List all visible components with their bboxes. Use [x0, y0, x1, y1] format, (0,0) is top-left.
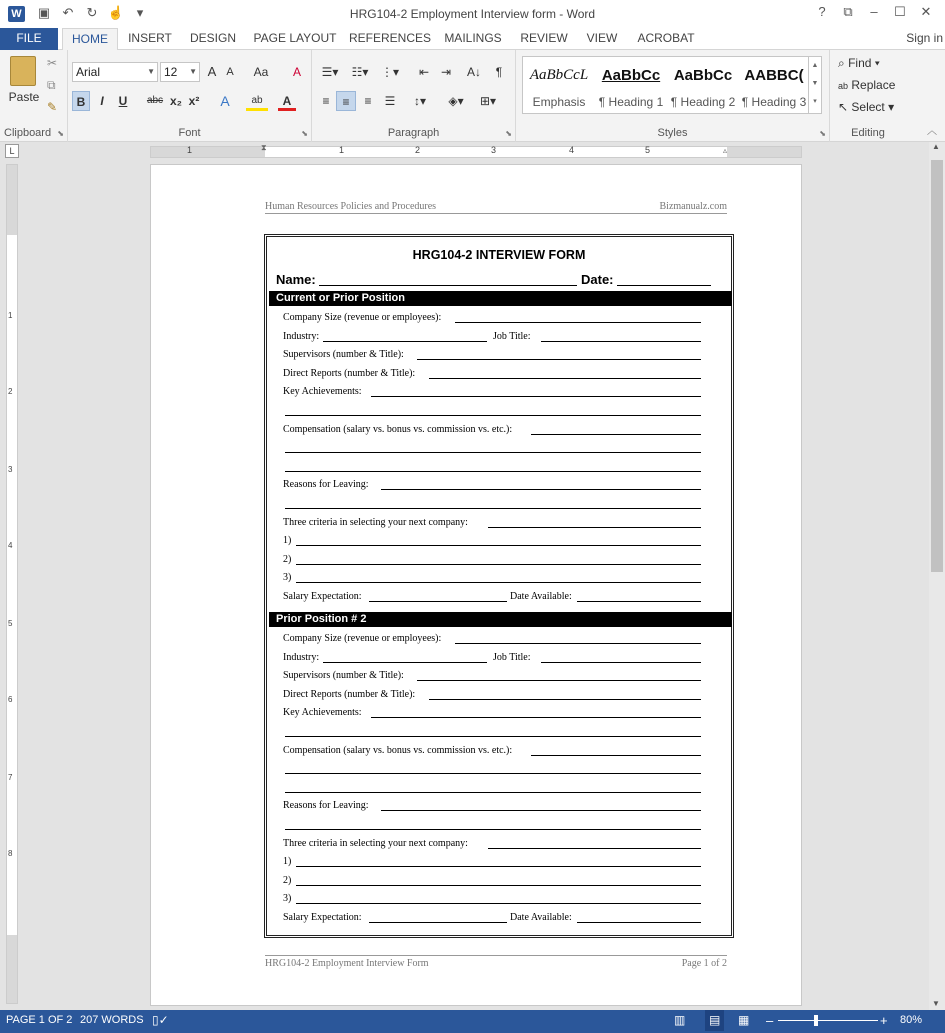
customize-qat-icon[interactable]: ▾	[136, 5, 144, 20]
ruler-mark: 8	[8, 849, 13, 858]
copy-icon[interactable]: ⧉	[47, 78, 56, 92]
ruler-mark: 1	[187, 145, 193, 155]
styles-scroll[interactable]: ▲ ▼ ▾	[808, 57, 821, 113]
vertical-ruler[interactable]	[6, 164, 18, 1004]
tab-selector[interactable]: L	[5, 144, 19, 158]
compensation-cont-2-line[interactable]	[285, 471, 701, 472]
font-launcher-icon[interactable]: ⬊	[301, 129, 308, 138]
direct-reports-line[interactable]	[429, 699, 701, 700]
vertical-scrollbar[interactable]	[929, 142, 945, 1010]
style-heading-3[interactable]	[739, 57, 809, 115]
font-name-select[interactable]	[72, 62, 158, 82]
criterion-3-line[interactable]	[296, 582, 701, 583]
styles-group-label: Styles	[657, 127, 688, 139]
industry-row	[283, 330, 703, 343]
read-mode-icon[interactable]: ▥	[674, 1013, 686, 1027]
criteria-row	[283, 837, 703, 850]
compensation-line[interactable]	[531, 434, 701, 435]
reasons-leaving-label: Reasons for Leaving:	[283, 478, 372, 491]
print-layout-icon[interactable]: ▤	[705, 1010, 724, 1031]
highlight-button[interactable]: ab	[246, 91, 268, 111]
header-right-text: Bizmanualz.com	[659, 201, 727, 212]
section-header: Current or Prior Position	[269, 291, 732, 306]
ruler-mark: 5	[645, 145, 651, 155]
criterion-2-row	[283, 553, 703, 566]
style-preview: AABBC(	[744, 67, 804, 84]
key-achievements-cont-line[interactable]	[285, 415, 701, 416]
help-icon[interactable]: ?	[818, 4, 826, 19]
date-field[interactable]	[617, 274, 711, 286]
paste-icon[interactable]	[10, 56, 36, 86]
criterion-1-label: 1)	[283, 534, 294, 547]
job-title-label: Job Title:	[493, 651, 534, 664]
supervisors-line[interactable]	[417, 359, 701, 360]
page-count-indicator[interactable]: PAGE 1 OF 2	[6, 1014, 73, 1026]
style-preview: AaBbCcL	[529, 67, 589, 83]
company-size-label: Company Size (revenue or employees):	[283, 632, 444, 645]
date-available-label: Date Available:	[510, 912, 572, 923]
direct-reports-label: Direct Reports (number & Title):	[283, 367, 418, 380]
chevron-down-icon: ▼	[189, 67, 197, 76]
reasons-leaving-row	[283, 799, 703, 812]
section-header: Prior Position # 2	[269, 612, 732, 627]
scroll-up-icon[interactable]: ▲	[932, 142, 940, 151]
minimize-button[interactable]: –	[870, 4, 878, 19]
company-size-line[interactable]	[455, 643, 701, 644]
key-achievements-label: Key Achievements:	[283, 706, 365, 719]
compensation-label: Compensation (salary vs. bonus vs. commission vs. etc.):	[283, 744, 515, 757]
paragraph-group-label: Paragraph	[387, 127, 440, 139]
industry-line[interactable]	[323, 662, 487, 663]
job-title-line[interactable]	[541, 662, 701, 663]
company-size-row	[283, 632, 703, 645]
tab-references[interactable]: REFERENCES	[348, 31, 431, 45]
borders-icon[interactable]: ⊞▾	[479, 94, 497, 108]
criteria-label: Three criteria in selecting your next company:	[283, 837, 471, 850]
tab-file[interactable]: FILE	[0, 28, 58, 50]
scroll-down-icon[interactable]: ▼	[932, 999, 940, 1008]
cut-icon[interactable]: ✂	[47, 56, 58, 70]
name-label: Name:	[276, 272, 316, 287]
compensation-line[interactable]	[531, 755, 701, 756]
title-bar	[0, 0, 945, 28]
criterion-2-line[interactable]	[296, 564, 701, 565]
undo-icon[interactable]: ↶	[62, 5, 74, 20]
direct-reports-row	[283, 367, 703, 380]
reasons-leaving-line[interactable]	[381, 810, 701, 811]
criterion-1-line[interactable]	[296, 866, 701, 867]
find-label: Find	[848, 56, 872, 70]
style-name: ¶ Heading 1	[598, 95, 664, 109]
interview-form-table[interactable]	[264, 234, 734, 938]
company-size-row	[283, 311, 703, 324]
compensation-cont-2-line[interactable]	[285, 792, 701, 793]
change-case-button[interactable]: Aa	[253, 65, 269, 79]
sign-in-link[interactable]: Sign in	[906, 31, 943, 45]
compensation-row	[283, 744, 703, 757]
salary-expectation-label: Salary Expectation:	[283, 590, 365, 603]
criterion-2-row	[283, 874, 703, 887]
key-achievements-row	[283, 385, 703, 398]
salary-expectation-line[interactable]	[369, 601, 507, 602]
font-size-select[interactable]	[160, 62, 200, 82]
job-title-line[interactable]	[541, 341, 701, 342]
industry-row	[283, 651, 703, 664]
replace-label: Replace	[851, 78, 896, 92]
justify-icon[interactable]: ☰	[384, 94, 396, 108]
style-preview: AaBbCc	[673, 67, 733, 84]
replace-icon: ab	[838, 81, 849, 91]
format-painter-icon[interactable]: ✎	[47, 100, 58, 114]
industry-label: Industry:	[283, 651, 322, 664]
key-achievements-cont-row	[283, 404, 703, 417]
key-achievements-cont-line[interactable]	[285, 736, 701, 737]
compensation-label: Compensation (salary vs. bonus vs. commission vs. etc.):	[283, 423, 515, 436]
grow-font-button[interactable]: A	[207, 64, 217, 79]
ruler-mark: 7	[8, 773, 13, 782]
criterion-2-label: 2)	[283, 553, 294, 566]
key-achievements-label: Key Achievements:	[283, 385, 365, 398]
tab-review[interactable]: REVIEW	[520, 31, 568, 45]
salary-expectation-label: Salary Expectation:	[283, 911, 365, 924]
align-right-icon[interactable]: ≡	[364, 94, 372, 108]
tab-acrobat[interactable]: ACROBAT	[637, 31, 695, 45]
reasons-cont-row	[283, 818, 703, 831]
criteria-line[interactable]	[488, 848, 701, 849]
criterion-3-label: 3)	[283, 571, 294, 584]
clipboard-launcher-icon[interactable]: ⬊	[57, 129, 64, 138]
ruler-mark: 3	[491, 145, 497, 155]
scroll-thumb[interactable]	[931, 160, 943, 572]
criteria-line[interactable]	[488, 527, 701, 528]
ruler-mark: 3	[8, 465, 13, 474]
zoom-slider-thumb[interactable]	[814, 1015, 818, 1026]
tab-page-layout[interactable]: PAGE LAYOUT	[253, 31, 337, 45]
ribbon-display-icon[interactable]: ⧉	[843, 4, 853, 19]
ruler-mark: 6	[8, 695, 13, 704]
reasons-leaving-label: Reasons for Leaving:	[283, 799, 372, 812]
strikethrough-button[interactable]: abc	[146, 95, 164, 106]
paragraph-group	[312, 50, 516, 142]
sort-button[interactable]: A↓	[466, 65, 481, 79]
reasons-cont-line[interactable]	[285, 829, 701, 830]
criteria-label: Three criteria in selecting your next company:	[283, 516, 471, 529]
salary-expectation-row	[283, 911, 703, 924]
multilevel-list-icon[interactable]: ⋮▾	[380, 65, 400, 79]
horizontal-ruler[interactable]	[150, 143, 802, 158]
editing-group-label: Editing	[851, 127, 885, 139]
find-button[interactable]: ⌕ Find ▾	[838, 56, 880, 70]
ruler-mark: 4	[569, 145, 575, 155]
footer-left-text: HRG104-2 Employment Interview Form	[265, 958, 429, 969]
ruler-mark: 2	[8, 387, 13, 396]
industry-line[interactable]	[323, 341, 487, 342]
cursor-icon: ↖	[838, 100, 849, 114]
status-bar	[0, 1010, 945, 1033]
subscript-button[interactable]: x₂	[169, 94, 182, 108]
supervisors-line[interactable]	[417, 680, 701, 681]
compensation-cont-1-line[interactable]	[285, 773, 701, 774]
underline-button[interactable]: U	[118, 94, 128, 108]
ruler-mark: 5	[8, 619, 13, 628]
align-center-icon[interactable]: ≡	[336, 91, 356, 111]
criterion-1-line[interactable]	[296, 545, 701, 546]
tab-view[interactable]: VIEW	[586, 31, 618, 45]
window-controls	[809, 4, 939, 20]
zoom-in-button[interactable]: +	[880, 1013, 888, 1028]
style-name: Emphasis	[532, 95, 586, 109]
touch-mode-icon[interactable]: ☝	[107, 5, 125, 20]
ruler-mark: 1	[339, 145, 345, 155]
redo-icon[interactable]: ↻	[86, 5, 98, 20]
salary-expectation-row	[283, 590, 703, 603]
decrease-indent-icon[interactable]: ⇤	[418, 65, 430, 79]
ruler-mark: 1	[8, 311, 13, 320]
supervisors-label: Supervisors (number & Title):	[283, 348, 407, 361]
clear-formatting-button[interactable]: A	[292, 65, 301, 79]
save-icon[interactable]: ▣	[37, 5, 51, 20]
ruler-mark: 4	[8, 541, 13, 550]
reasons-cont-line[interactable]	[285, 508, 701, 509]
show-formatting-button[interactable]: ¶	[495, 65, 503, 79]
style-preview: AaBbCc	[601, 67, 661, 84]
company-size-label: Company Size (revenue or employees):	[283, 311, 444, 324]
styles-launcher-icon[interactable]: ⬊	[819, 129, 826, 138]
increase-indent-icon[interactable]: ⇥	[440, 65, 452, 79]
window-title: HRG104-2 Employment Interview form - Word	[349, 7, 596, 21]
form-title: HRG104-2 INTERVIEW FORM	[412, 248, 586, 262]
style-heading-1[interactable]	[595, 57, 667, 115]
footer-right-text: Page 1 of 2	[681, 958, 727, 969]
compensation-cont-1-line[interactable]	[285, 452, 701, 453]
header-left-text: Human Resources Policies and Procedures	[265, 201, 437, 212]
compensation-cont-1-row	[283, 441, 703, 454]
date-available-label: Date Available:	[510, 591, 572, 602]
superscript-button[interactable]: x²	[188, 94, 200, 108]
word-count-indicator[interactable]: 207 WORDS	[80, 1014, 144, 1026]
key-achievements-line[interactable]	[371, 717, 701, 718]
numbering-icon[interactable]: ☷▾	[351, 65, 369, 79]
compensation-cont-2-row	[283, 460, 703, 473]
criterion-3-label: 3)	[283, 892, 294, 905]
compensation-cont-2-row	[283, 781, 703, 794]
style-name: ¶ Heading 3	[741, 95, 807, 109]
proofing-icon[interactable]: ▯✓	[152, 1013, 169, 1027]
maximize-button[interactable]: ☐	[894, 4, 906, 19]
supervisors-label: Supervisors (number & Title):	[283, 669, 407, 682]
paragraph-launcher-icon[interactable]: ⬊	[505, 129, 512, 138]
criterion-1-row	[283, 855, 703, 868]
word-app-icon[interactable]: W	[8, 6, 25, 22]
criteria-row	[283, 516, 703, 529]
industry-label: Industry:	[283, 330, 322, 343]
reasons-cont-row	[283, 497, 703, 510]
page-header	[265, 201, 727, 214]
document-page[interactable]	[150, 164, 802, 1006]
salary-expectation-line[interactable]	[369, 922, 507, 923]
direct-reports-label: Direct Reports (number & Title):	[283, 688, 418, 701]
styles-gallery	[522, 56, 822, 114]
ribbon	[0, 50, 945, 142]
date-available-line[interactable]	[577, 601, 701, 602]
company-size-line[interactable]	[455, 322, 701, 323]
select-button[interactable]: ↖ Select ▾	[838, 100, 895, 114]
shrink-font-button[interactable]: A	[226, 66, 234, 78]
close-button[interactable]: ✕	[920, 4, 932, 19]
bullets-icon[interactable]: ☰▾	[321, 65, 339, 79]
compensation-cont-1-row	[283, 762, 703, 775]
italic-button[interactable]: I	[100, 94, 104, 108]
tab-home[interactable]: HOME	[62, 28, 118, 51]
key-achievements-cont-row	[283, 725, 703, 738]
align-left-icon[interactable]: ≡	[322, 94, 330, 108]
line-spacing-icon[interactable]: ↕▾	[413, 94, 427, 108]
criterion-3-line[interactable]	[296, 903, 701, 904]
paste-button[interactable]: Paste	[8, 90, 40, 104]
criterion-1-row	[283, 534, 703, 547]
key-achievements-line[interactable]	[371, 396, 701, 397]
clipboard-group	[0, 50, 68, 142]
editing-group	[830, 50, 906, 142]
date-available-line[interactable]	[577, 922, 701, 923]
direct-reports-row	[283, 688, 703, 701]
font-color-button[interactable]: A	[278, 91, 296, 111]
font-group	[68, 50, 312, 142]
zoom-slider[interactable]	[778, 1020, 878, 1021]
text-effects-button[interactable]: A	[220, 93, 230, 109]
bold-button[interactable]: B	[72, 91, 90, 111]
replace-button[interactable]	[838, 78, 895, 92]
chevron-down-icon: ▼	[147, 67, 155, 76]
criterion-2-label: 2)	[283, 874, 294, 887]
tab-insert[interactable]: INSERT	[128, 31, 172, 45]
font-group-label: Font	[178, 127, 201, 139]
ruler-mark: 2	[415, 145, 421, 155]
font-size-value: 12	[164, 65, 178, 79]
zoom-level[interactable]: 80%	[900, 1014, 923, 1026]
criterion-1-label: 1)	[283, 855, 294, 868]
name-field[interactable]	[319, 274, 577, 286]
page-footer	[265, 955, 727, 971]
reasons-leaving-line[interactable]	[381, 489, 701, 490]
shading-icon[interactable]: ◈▾	[448, 94, 464, 108]
style-name: ¶ Heading 2	[670, 95, 736, 109]
tab-design[interactable]: DESIGN	[189, 31, 236, 45]
right-indent-icon[interactable]: ▵	[723, 146, 728, 155]
direct-reports-line[interactable]	[429, 378, 701, 379]
ribbon-tabs	[0, 28, 945, 50]
reasons-leaving-row	[283, 478, 703, 491]
collapse-ribbon-icon[interactable]: ︿	[927, 126, 937, 137]
key-achievements-row	[283, 706, 703, 719]
compensation-row	[283, 423, 703, 436]
indent-marker-icon[interactable]: ⧗	[261, 143, 267, 152]
job-title-label: Job Title:	[493, 330, 534, 343]
select-label: Select	[851, 100, 885, 114]
criterion-3-row	[283, 892, 703, 905]
tab-mailings[interactable]: MAILINGS	[444, 31, 502, 45]
zoom-out-button[interactable]: –	[766, 1013, 774, 1028]
style-emphasis[interactable]	[523, 57, 595, 115]
criterion-3-row	[283, 571, 703, 584]
font-name-value: Arial	[76, 65, 101, 79]
supervisors-row	[283, 348, 703, 361]
name-date-line	[276, 272, 711, 287]
supervisors-row	[283, 669, 703, 682]
style-heading-2[interactable]	[667, 57, 739, 115]
web-layout-icon[interactable]: ▦	[738, 1013, 750, 1027]
criterion-2-line[interactable]	[296, 885, 701, 886]
clipboard-group-label: Clipboard	[4, 127, 52, 139]
date-label: Date:	[581, 272, 614, 287]
binoculars-icon: ⌕	[838, 56, 845, 70]
